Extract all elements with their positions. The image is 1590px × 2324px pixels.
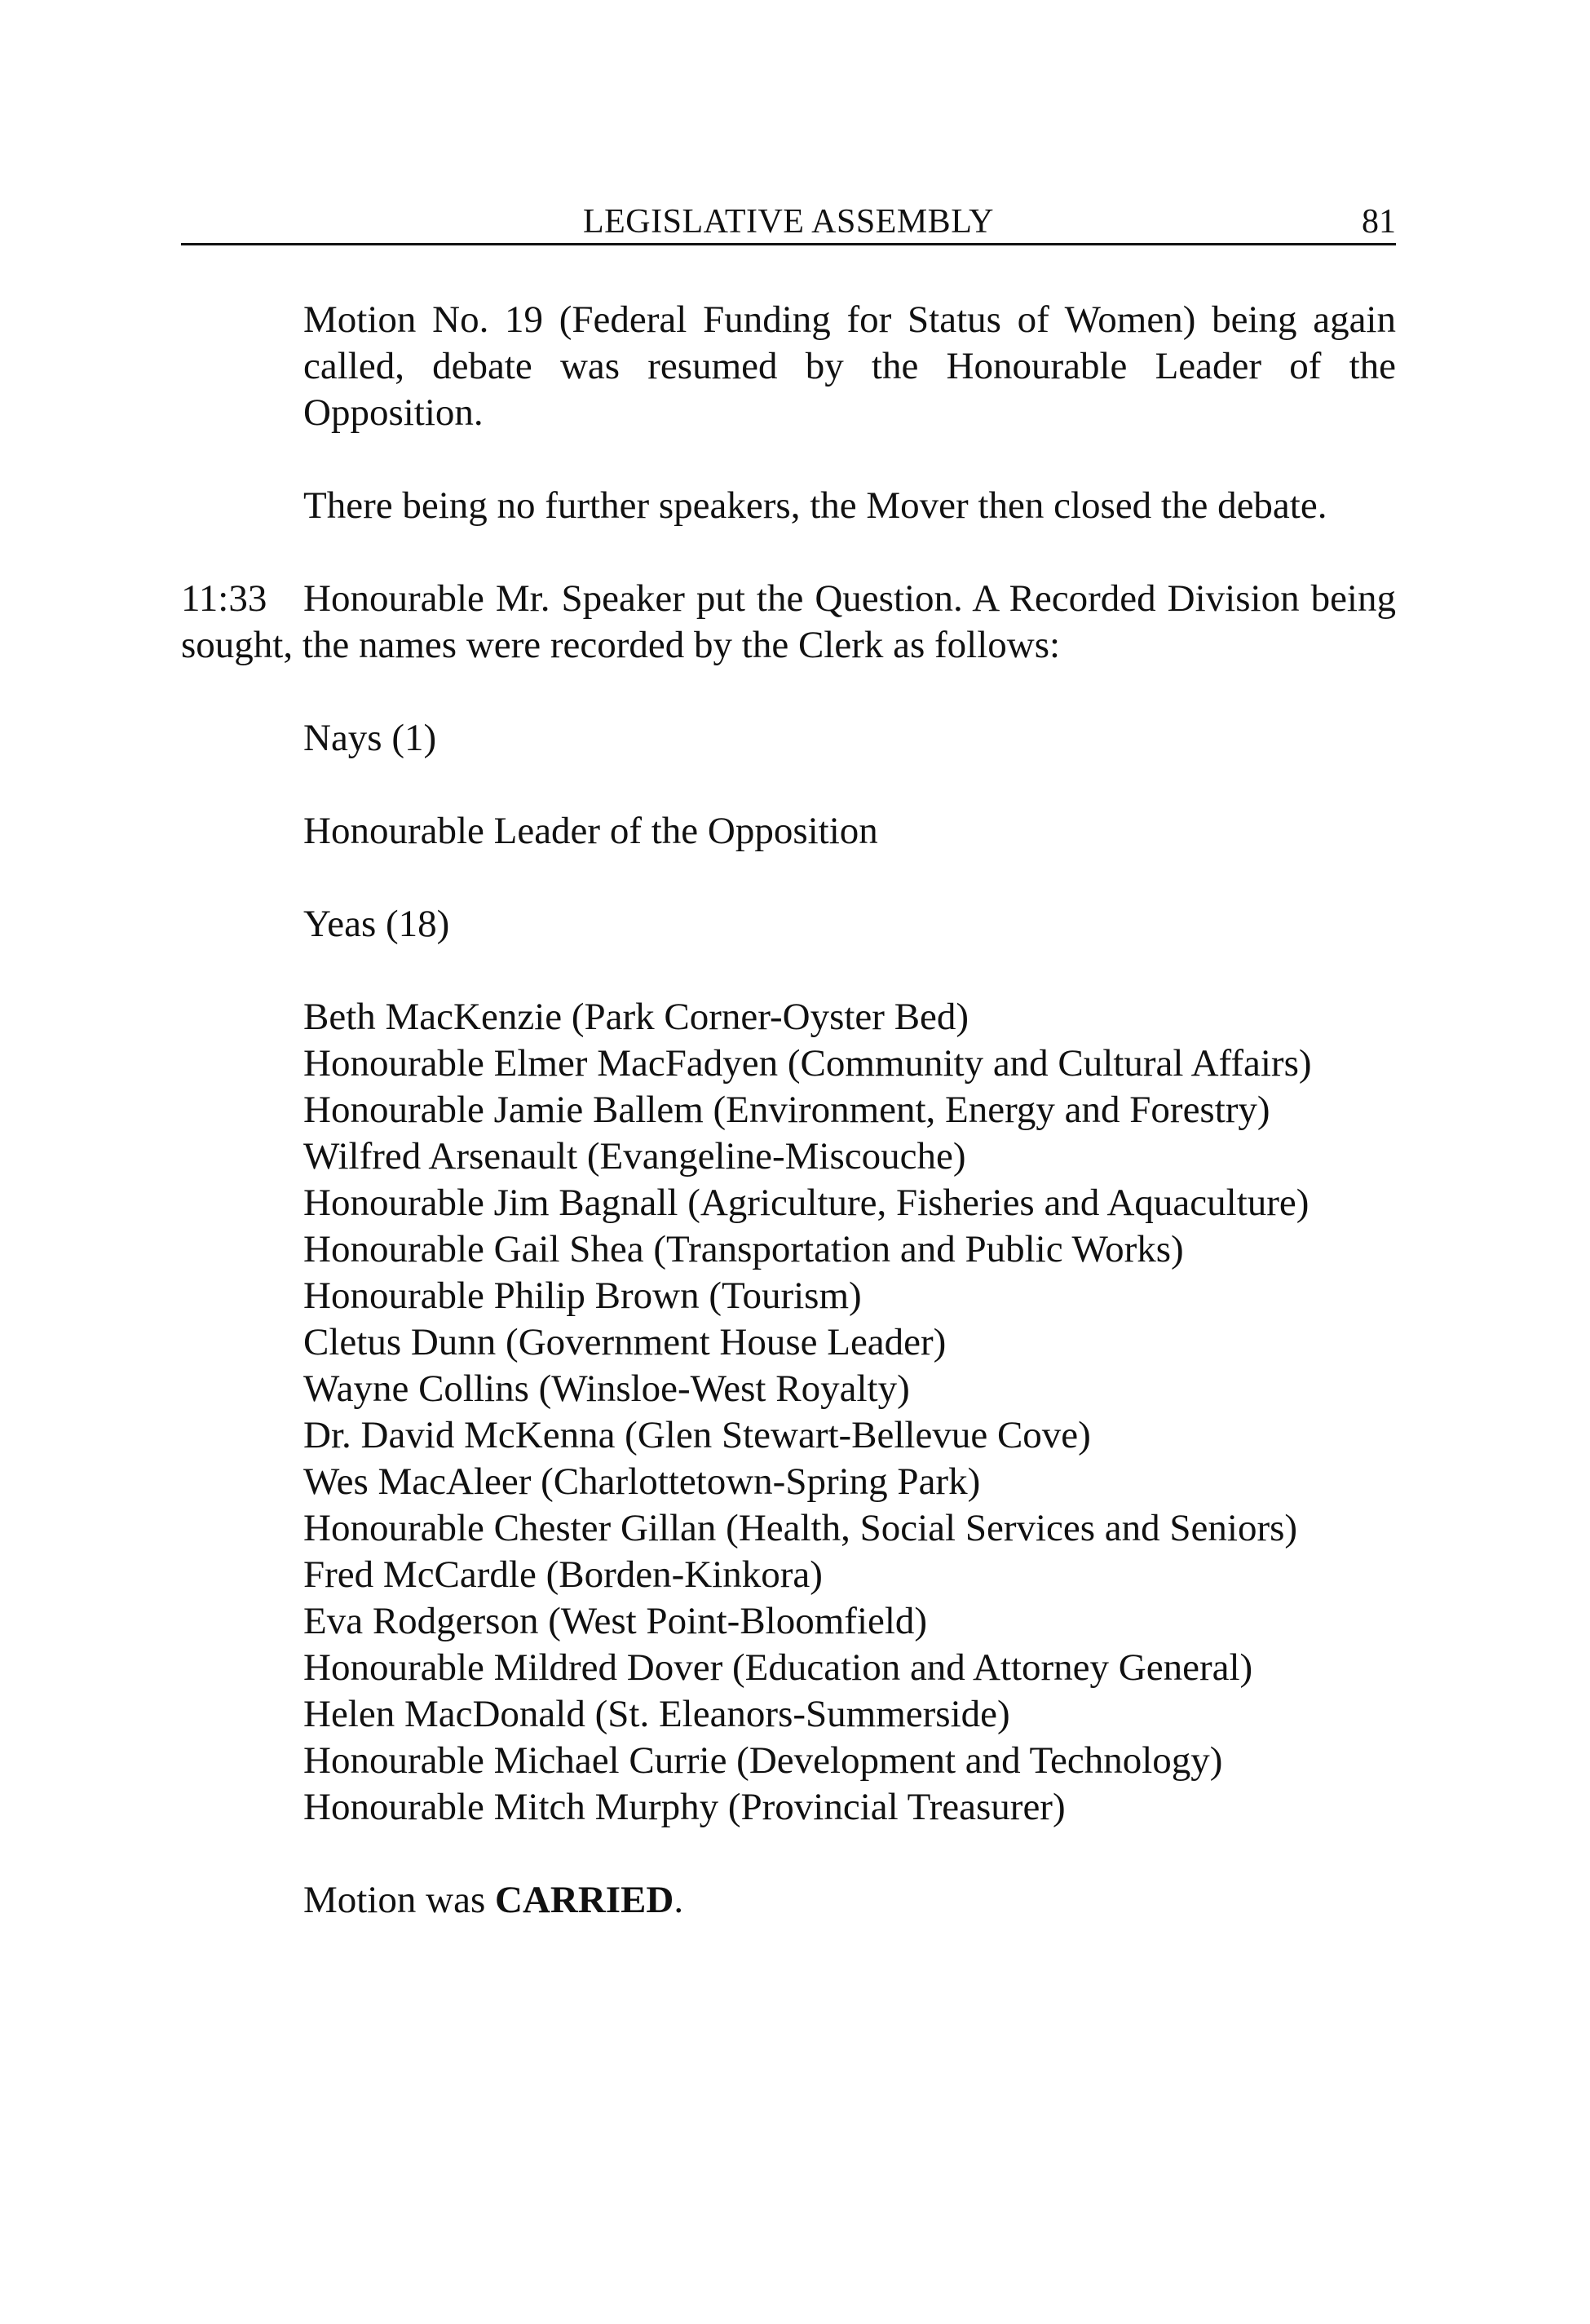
- yeas-member: Honourable Jim Bagnall (Agriculture, Fisheries and Aquaculture): [303, 1182, 1310, 1224]
- result-suffix: .: [674, 1879, 684, 1921]
- yeas-member: Wilfred Arsenault (Evangeline-Miscouche): [303, 1135, 966, 1177]
- header-title: LEGISLATIVE ASSEMBLY: [583, 203, 994, 241]
- yeas-member: Honourable Philip Brown (Tourism): [303, 1275, 862, 1317]
- yeas-member: Honourable Mildred Dover (Education and Attorney General): [303, 1646, 1253, 1689]
- yeas-member: Helen MacDonald (St. Eleanors-Summerside): [303, 1693, 1010, 1735]
- result-outcome: CARRIED: [495, 1879, 674, 1921]
- recorded-division-paragraph: [181, 576, 1396, 669]
- no-speakers-paragraph: There being no further speakers, the Mover then closed the debate.: [303, 484, 1327, 527]
- yeas-member: Fred McCardle (Borden-Kinkora): [303, 1553, 823, 1596]
- result-prefix: Motion was: [303, 1879, 495, 1921]
- yeas-member: Honourable Chester Gillan (Health, Social Services and Seniors): [303, 1507, 1298, 1549]
- motion-intro-paragraph: Motion No. 19 (Federal Funding for Status of Women) being again called, debate was resumed by the Honourable Leader of the Opposition.: [303, 298, 1396, 434]
- page-header: [181, 201, 1396, 245]
- yeas-member: Honourable Gail Shea (Transportation and Public Works): [303, 1228, 1184, 1270]
- yeas-member: Honourable Michael Currie (Development and Technology): [303, 1739, 1223, 1782]
- yeas-heading: Yeas (18): [303, 903, 450, 945]
- nays-heading: Nays (1): [303, 717, 437, 759]
- yeas-member: Cletus Dunn (Government House Leader): [303, 1321, 947, 1363]
- yeas-member: Honourable Elmer MacFadyen (Community and Cultural Affairs): [303, 1042, 1312, 1085]
- nays-list: [303, 808, 1396, 855]
- nays-member: Honourable Leader of the Opposition: [303, 810, 878, 852]
- division-time: 11:33: [181, 577, 267, 620]
- yeas-member: Honourable Mitch Murphy (Provincial Treasurer): [303, 1786, 1066, 1828]
- yeas-member: Wayne Collins (Winsloe-West Royalty): [303, 1367, 910, 1410]
- yeas-member: Dr. David McKenna (Glen Stewart-Bellevue Cove): [303, 1414, 1091, 1456]
- division-text: Honourable Mr. Speaker put the Question. A Recorded Division being sought, the names were recorded by the Clerk as follows:: [181, 577, 1396, 666]
- yeas-member: Beth MacKenzie (Park Corner-Oyster Bed): [303, 996, 969, 1038]
- yeas-member: Honourable Jamie Ballem (Environment, Energy and Forestry): [303, 1089, 1270, 1131]
- page-number: 81: [1362, 203, 1396, 241]
- yeas-list: [303, 994, 1396, 1831]
- result-paragraph: [303, 1877, 1396, 1924]
- yeas-member: Eva Rodgerson (West Point-Bloomfield): [303, 1600, 928, 1642]
- yeas-member: Wes MacAleer (Charlottetown-Spring Park): [303, 1460, 981, 1503]
